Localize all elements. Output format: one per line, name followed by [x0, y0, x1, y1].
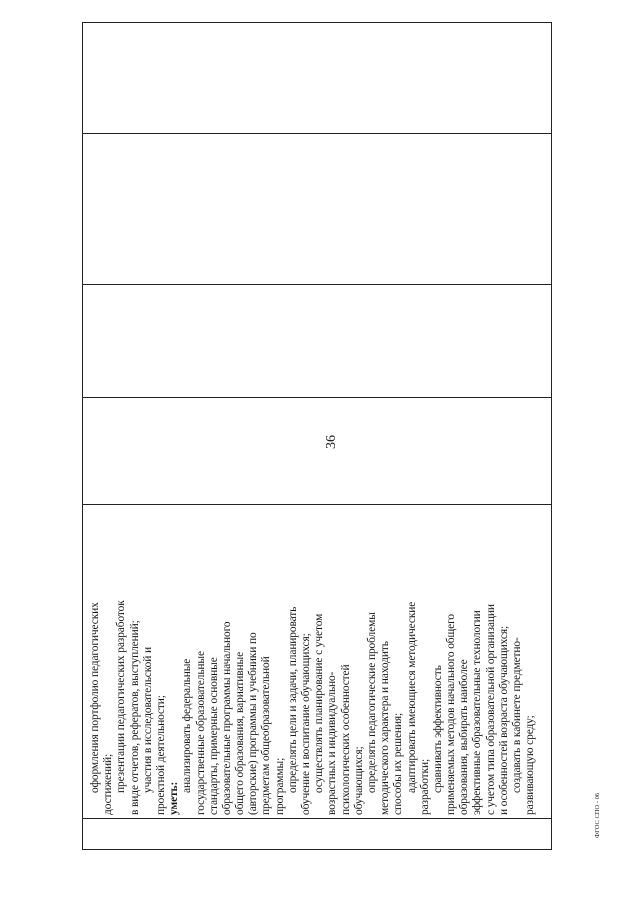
content-line: определять цели и задачи, планировать [286, 606, 299, 793]
content-line: государственные образовательные [194, 651, 207, 815]
content-line: сравнивать эффективность [431, 665, 444, 793]
content-line: (авторские) программы и учебники по [247, 632, 260, 815]
content-line: осуществлять планирование с учетом [313, 613, 326, 793]
content-line: с учетом типа образовательной организации [484, 604, 497, 815]
content-line: участия в исследовательской и [141, 647, 154, 793]
content-line: анализировать федеральные [181, 658, 194, 793]
content-line: разработки; [418, 758, 431, 815]
content-line: методического характера и находить [379, 641, 392, 815]
content-line: общего образования, вариативные [234, 651, 247, 815]
table-cell-competencies [83, 21, 551, 134]
content-line: способы их решения; [392, 712, 405, 815]
content-line: эффективные образовательные технологии [471, 610, 484, 815]
content-line: в виде отчетов, рефератов, выступлений; [128, 620, 141, 815]
content-line: развивающую среду; [524, 715, 537, 815]
table-cell-code [83, 819, 551, 849]
content-line: возрастных и индивидуально- [326, 671, 339, 815]
content-line: образовательные программы начального [220, 621, 233, 815]
content-line: обучение и воспитание обучающихся; [300, 633, 312, 815]
content-line: и особенностей возраста обучающихся; [497, 625, 510, 815]
table-cell-hours [83, 134, 551, 285]
content-line: презентации педагогических разработок [115, 600, 128, 793]
table-cell-index [83, 398, 551, 505]
content-line: программы; [273, 757, 286, 815]
table-cell-content [83, 506, 551, 819]
content-line: уметь: [168, 781, 181, 815]
content-line: проектной деятельности; [154, 695, 167, 815]
footer-document-code: ФГОС СПО - 06 [594, 792, 601, 838]
competency-table [82, 22, 552, 850]
content-line: достижений; [102, 753, 115, 815]
content-line: обучающихся; [352, 746, 365, 815]
content-line: адаптировать имеющиеся методические [405, 601, 418, 793]
content-line: предметам общеобразовательной [260, 656, 273, 815]
content-line: создавать в кабинете предметно- [511, 637, 523, 793]
content-line: применяемых методов начального общего [445, 613, 458, 815]
content-line: определять педагогические проблемы [365, 612, 378, 793]
table-cell-discipline [83, 285, 551, 398]
rotated-table-area [82, 22, 552, 850]
content-line: образования, выбирать наиболее [458, 659, 471, 815]
content-line: психологических особенностей [339, 664, 352, 815]
content-line: стандарты, примерные основные [207, 657, 220, 815]
content-line: оформления портфолио педагогических [89, 602, 101, 793]
page-number: 36 [324, 435, 339, 449]
